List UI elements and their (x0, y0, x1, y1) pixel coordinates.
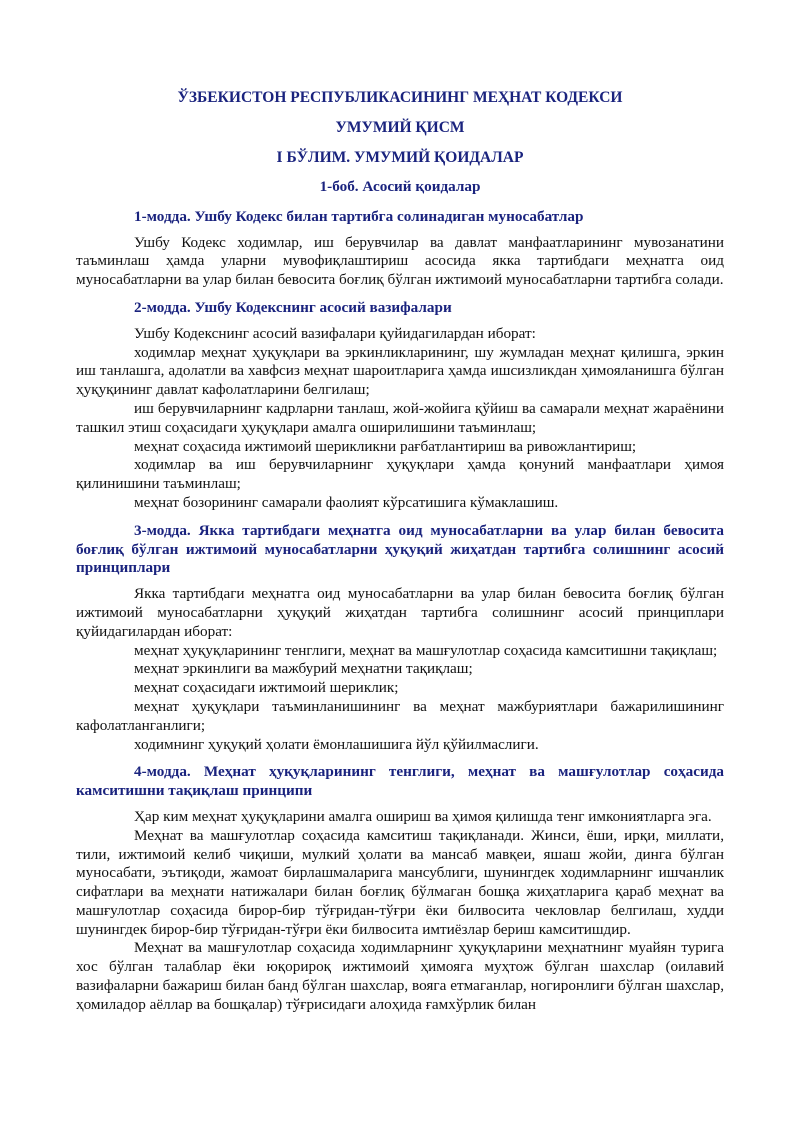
article-paragraph: Ушбу Кодекс ходимлар, иш берувчилар ва давлат манфаатларининг мувозанатини таъминлаш ҳамда уларни мувофиқлаштириш асосида якка тартибдаги меҳнатга оид муносабатларни ва улар билан бевосита боғлиқ бўлган ижтимоий муносабатларни тартибга солади. (76, 233, 724, 289)
code-title: ЎЗБЕКИСТОН РЕСПУБЛИКАСИНИНГ МЕҲНАТ КОДЕКСИ (177, 89, 623, 106)
article-paragraph: Меҳнат ва машғулотлар соҳасида камситиш тақиқланади. Жинси, ёши, ирқи, миллати, тили, ижтимоий келиб чиқиши, мулкий ҳолати ва мансаб мавқеи, яшаш жойи, динга бўлган муносабати, эътиқоди, жамоат бирлашмаларига мансублиги, шунингдек ходимларнинг ишчанлик сифатлари ва меҳнати натижалари билан боғлиқ бўлмаган бошқа жиҳатларига қараб меҳнат ва машғулотлар соҳасида бирор-бир тўғридан-тўғри ёки билвосита чекловлар белгилаш, худди шунингдек бирор-бир тўғридан-тўғри ёки билвосита имтиёзлар бериш камситишдир. (76, 826, 724, 938)
article-paragraph: Якка тартибдаги меҳнатга оид муносабатларни ва улар билан бевосита боғлиқ бўлган ижтимоий муносабатларни ҳуқуқий жиҳатдан тартибга солишнинг асосий принциплари қуйидагилардан иборат: (76, 585, 724, 640)
article-paragraph: Ҳар ким меҳнат ҳуқуқларини амалга ошириш ва ҳимоя қилишда тенг имкониятларга эга. (134, 807, 712, 825)
article-heading: 4-модда. Меҳнат ҳуқуқларининг тенглиги, меҳнат ва машғулотлар соҳасида камситишни тақиқлаш принципи (76, 763, 724, 800)
article-paragraph: меҳнат соҳасидаги ижтимоий шериклик; (134, 679, 399, 697)
article-heading: 2-модда. Ушбу Кодекснинг асосий вазифалари (134, 298, 452, 316)
article-3 (76, 522, 724, 755)
article-heading: 1-модда. Ушбу Кодекс билан тартибга солинадиган муносабатлар (134, 207, 584, 225)
part-title: УМУМИЙ ҚИСМ (335, 119, 465, 136)
article-4 (76, 763, 724, 1014)
article-paragraph: меҳнат эркинлиги ва мажбурий меҳнатни тақиқлаш; (134, 660, 473, 678)
article-paragraph: ходимнинг ҳуқуқий ҳолати ёмонлашишига йўл қўйилмаслиги. (134, 735, 539, 753)
article-paragraph: меҳнат бозорининг самарали фаолият кўрсатишига кўмаклашиш. (134, 493, 559, 511)
article-1 (76, 208, 724, 290)
section-title: I БЎЛИМ. УМУМИЙ ҚОИДАЛАР (276, 149, 524, 166)
article-paragraph: иш берувчиларнинг кадрларни танлаш, жой-жойига қўйиш ва самарали меҳнат жараёнини ташкил этиш соҳасидаги ҳуқуқлари амалга оширилишини таъминлаш; (76, 399, 724, 436)
article-paragraph: меҳнат соҳасида ижтимоий шерикликни рағбатлантириш ва ривожлантириш; (134, 437, 637, 455)
document-page (76, 88, 724, 1024)
article-paragraph: ходимлар меҳнат ҳуқуқлари ва эркинликларининг, шу жумладан меҳнат қилишга, эркин иш танлашга, адолатли ва хавфсиз меҳнат шароитларига ҳамда ишсизликдан ҳимояланишга бўлган ҳуқуқининг давлат кафолатларини белгилаш; (76, 343, 724, 399)
article-paragraph: ходимлар ва иш берувчиларнинг ҳуқуқлари ҳамда қонуний манфаатлари ҳимоя қилинишини таъминлаш; (76, 456, 724, 493)
article-2 (76, 299, 724, 513)
chapter-title: 1-боб. Асосий қоидалар (319, 178, 481, 195)
article-heading: 3-модда. Якка тартибдаги меҳнатга оид муносабатларни ва улар билан бевосита боғлиқ бўлган ижтимоий муносабатларни ҳуқуқий жиҳатдан тартибга солишнинг асосий принциплари (76, 521, 724, 577)
article-paragraph: меҳнат ҳуқуқлари таъминланишининг ва меҳнат мажбуриятлари бажарилишининг кафолатланганлиги; (76, 697, 724, 734)
article-paragraph: Меҳнат ва машғулотлар соҳасида ходимларнинг ҳуқуқларини меҳнатнинг муайян турига хос бўлган талаблар ёки юқорироқ ижтимоий ҳимояга муҳтож бўлган шахслар (оилавий вазифаларни бажариш билан банд бўлган шахслар, вояга етмаганлар, ногиронлиги бўлган шахслар, ҳомиладор аёллар ва бошқалар) тўғрисидаги алоҳида ғамхўрлик билан (76, 939, 724, 1013)
article-paragraph: Ушбу Кодекснинг асосий вазифалари қуйидагилардан иборат: (134, 324, 536, 342)
article-paragraph: меҳнат ҳуқуқларининг тенглиги, меҳнат ва машғулотлар соҳасида камситишни тақиқлаш; (134, 641, 718, 659)
